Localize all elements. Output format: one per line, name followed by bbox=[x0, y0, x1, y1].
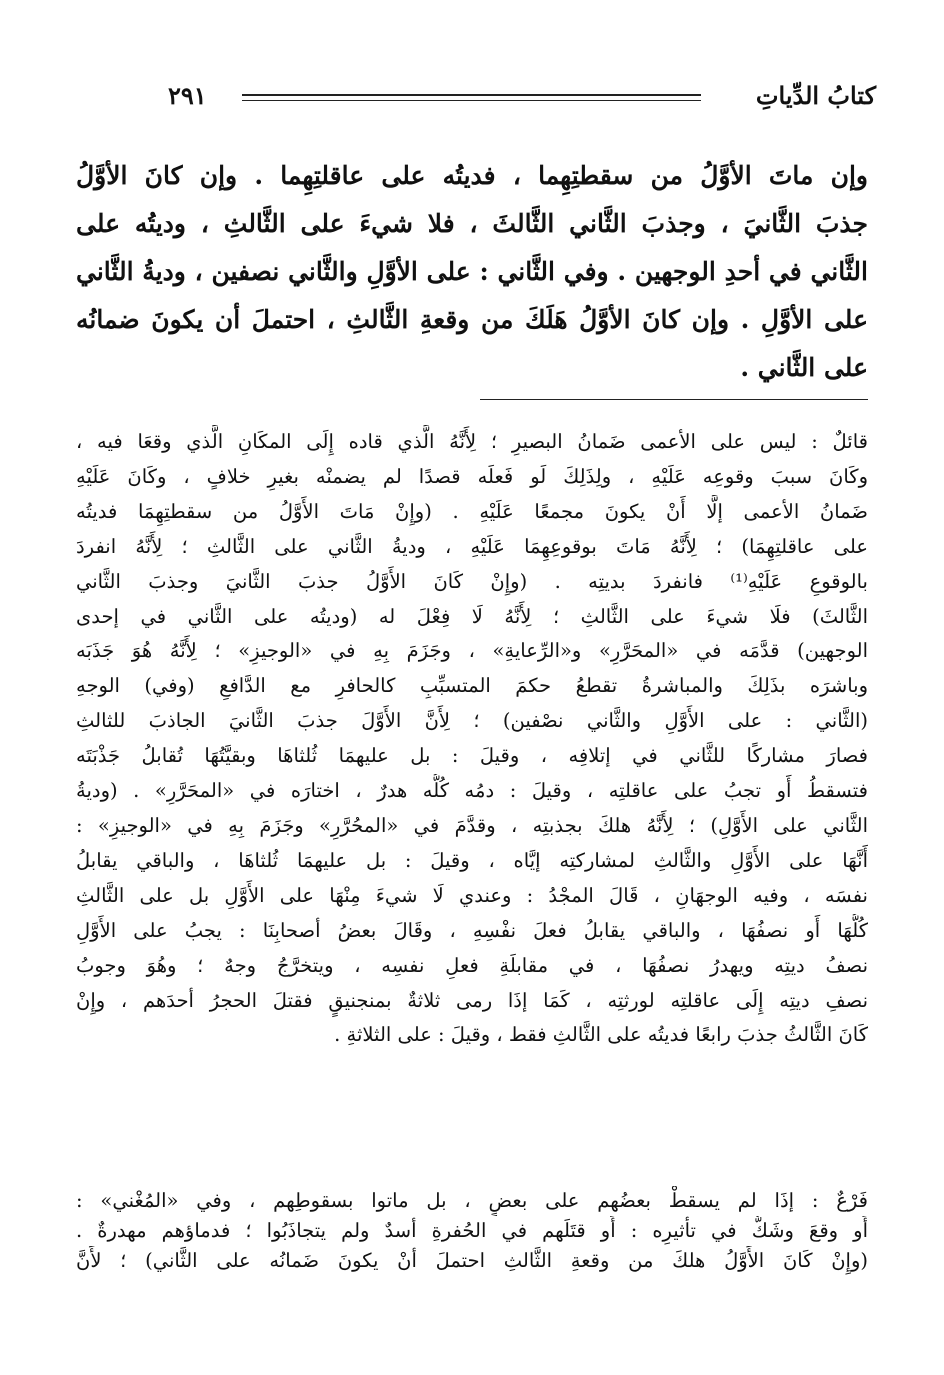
main-text-line: على الأوَّلِ . وإن كانَ الأوَّلُ هَلَكَ من وقعةِ الثَّالثِ ، احتملَ أن يكونَ ضمانُه bbox=[76, 305, 868, 334]
commentary-line: نفسَه ، وفيه الوجهَانِ ، قَالَ المجْدُ : وعندي لَا شيءَ مِنْهَا على الأَوَّلِ بل على الثَّالثِ bbox=[76, 883, 868, 907]
commentary-line: الثَّاني على الأَوَّلِ) ؛ لِأَنَّهُ هلكَ بجذبتِه ، وقدَّمَ في «المحُرَّرِ» وجَزَمَ بِهِ في «الوجيزِ» : bbox=[76, 813, 868, 837]
far-line: فَرْعٌ : إذَا لم يسقطْ بعضُهم على بعضٍ ، بل ماتوا بسقوطِهم ، وفي «المُغْني» : bbox=[76, 1189, 868, 1212]
commentary-text bbox=[76, 425, 868, 1053]
main-text-line: وإن ماتَ الأوَّلُ من سقطتِهِما ، فديتُه على عاقلتِهِما . وإن كانَ الأوَّلُ bbox=[76, 161, 868, 190]
commentary-line: فتسقطُ أَو تجبُ على عاقلتِه ، وقيلَ : دمُه كُلُّه هدرٌ ، اختارَه في «المحَرَّرِ» . (وديةُ bbox=[76, 779, 868, 803]
commentary-line: (الثَّاني : على الأَوَّلِ والثَّاني نصْفين) ؛ لِأَنَّ الأَوَّلَ جذبَ الثَّانيَ الجاذبَ للثالثِ bbox=[76, 709, 868, 733]
commentary-line: وكَانَ سببَ وقوعِه عَلَيْهِ ، ولِذَلِكَ لَو فَعلَه قصدًا لم يضمنْه بغيرِ خلافٍ ، وكَانَ عَلَيْهِ bbox=[76, 464, 868, 488]
commentary-line: نصفِ ديتِه إِلَى عاقلتِه لورثتِه ، كَمَا إذَا رمى ثلاثةٌ بمنجنيقٍ فقتلَ الحجرُ أحدَهم ، وإِنْ bbox=[76, 988, 868, 1012]
commentary-line: فصارَ مشاركًا للثَّاني في إتلافِه ، وقيلَ : بل عليهمَا ثُلثاهَا وبقيَّتُهَا تُقابلُ جَذْبَتَه bbox=[76, 744, 868, 768]
commentary-line: كُلُّهَا أَو نصفُهَا ، والباقي يقابلُ فعلَ نفْسِهِ ، وقَالَ بعضُ أصحابِنَا : يجبُ على الأَوَّلِ bbox=[76, 918, 868, 942]
page-header bbox=[150, 78, 876, 118]
main-text bbox=[76, 152, 868, 392]
commentary-line: وباشرَه بذَلِكَ والمباشرةُ تقطعُ حكمَ المتسبِّبِ كالحافرِ مع الدَّافعِ (وفي) الوجهِ bbox=[76, 674, 868, 698]
commentary-line: نصفُ ديتِه ويهدرُ نصفُهَا ، في مقابلَةِ فعلِ نفسِه ، ويتخرَّجُ وجهٌ ؛ وهُوَ وجوبُ bbox=[76, 953, 868, 977]
commentary-line: بالوقوعِ عَلَيْهِ⁽¹⁾ فانفردَ بديتِه . (وإِنْ كَانَ الأَوَّلُ جذبَ الثَّانيَ وجذبَ الثَّاني bbox=[76, 569, 868, 593]
commentary-line: كَانَ الثَّالثُ جذبَ رابعًا فديتُه على الثَّالثِ فقط ، وقيلَ : على الثلاثةِ . bbox=[334, 1023, 868, 1047]
commentary-line: الوجهين) قدَّمَه في «المحَرَّرِ» و«الرِّعايةِ» ، وجَزَمَ بِهِ في «الوجيزِ» ؛ لِأَنَّهُ هُوَ جَذَبَه bbox=[76, 639, 868, 663]
far-line: (وإِنْ كَانَ الأَوَّلُ هلكَ من وقعةِ الثَّالثِ احتملَ أنْ يكونَ ضَمانُه على الثَّاني) ؛ لأَنَّ bbox=[76, 1249, 868, 1272]
footnote-separator bbox=[480, 399, 868, 400]
commentary-line: قائلٌ : ليس على الأعمى ضَمانُ البصيرِ ؛ لِأَنَّهُ الَّذي قاده إِلَى المكَانِ الَّذي وقعَا فيه ، bbox=[76, 430, 868, 453]
main-text-line: جذبَ الثَّانيَ ، وجذبَ الثَّاني الثَّالثَ ، فلا شيءَ على الثَّالثِ ، وديتُه على bbox=[76, 209, 868, 238]
main-text-line: الثَّاني في أحدِ الوجهين . وفي الثَّاني : على الأوَّلِ والثَّاني نصفين ، وديةُ الثَّاني bbox=[76, 257, 868, 286]
commentary-line: أَنَّهَا على الأَوَّلِ والثَّالثِ لمشاركتِه إيَّاه ، وقيلَ : بل عليهمَا ثُلثاهَا ، والباقي يقابلُ bbox=[76, 848, 868, 872]
header-rule bbox=[242, 94, 701, 101]
page-number: ٢٩١ bbox=[168, 81, 207, 110]
far-section bbox=[76, 1186, 868, 1276]
running-title: كتابُ الدِّياتِ bbox=[755, 81, 876, 110]
commentary-line: على عاقلتِهِمَا) ؛ لِأَنَّهُ مَاتَ بوقوعِهِمَا عَلَيْهِ ، وديةُ الثَّاني على الثَّالثِ ؛ لِأَنَّهُ انفردَ bbox=[76, 534, 868, 558]
far-line: أَو وقعَ وشَكٌّ في تأثيرِه : أَو قتَلَهم في الحُفرةِ أسدٌ ولم يتجاذَبُوا ؛ فدماؤهم مهدرةٌ . bbox=[76, 1219, 868, 1242]
commentary-line: الثَّالثَ) فلَا شيءَ على الثَّالثِ ؛ لِأَنَّهُ لَا فِعْلَ له (وديتُه على الثَّاني في إحدى bbox=[76, 604, 868, 628]
commentary-line: ضَمانُ الأعمى إلَّا أَنْ يكونَ مجمعًا عَلَيْهِ . (وإِنْ مَاتَ الأَوَّلُ من سقطتِهِمَا فديتُه bbox=[76, 499, 868, 523]
main-text-line: على الثَّاني . bbox=[740, 353, 868, 382]
